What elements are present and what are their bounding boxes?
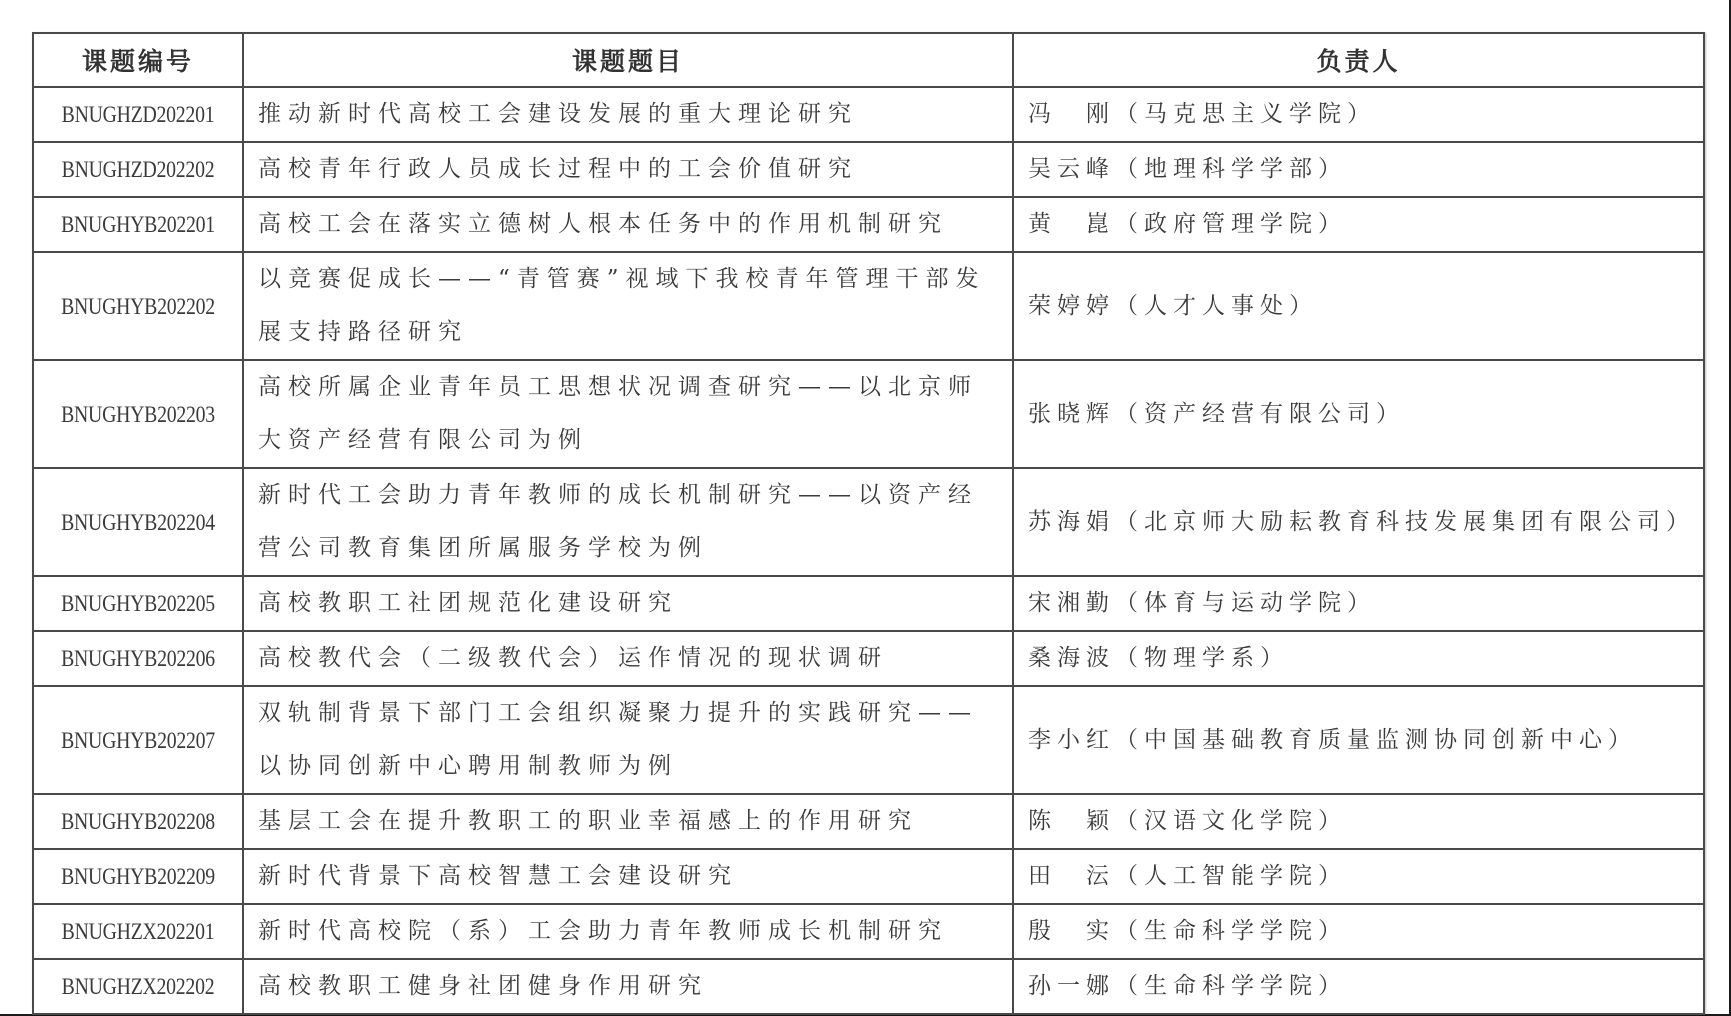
cell-owner: 田 沄（人工智能学院）	[1013, 849, 1704, 904]
cell-code: BNUGHYB202208	[48, 794, 229, 849]
cell-code: BNUGHZD202202	[48, 142, 229, 197]
cell-code: BNUGHZX202202	[48, 959, 229, 1014]
cell-code: BNUGHYB202202	[48, 252, 229, 360]
cell-title: 以竞赛促成长——“青管赛”视域下我校青年管理干部发展支持路径研究	[243, 252, 1013, 360]
research-topics-table	[32, 32, 1705, 1015]
table-row	[33, 849, 1704, 904]
cell-owner: 吴云峰（地理科学学部）	[1013, 142, 1704, 197]
cell-owner: 陈 颖（汉语文化学院）	[1013, 794, 1704, 849]
cell-title: 推动新时代高校工会建设发展的重大理论研究	[243, 87, 1013, 142]
cell-title: 基层工会在提升教职工的职业幸福感上的作用研究	[243, 794, 1013, 849]
cell-title: 新时代背景下高校智慧工会建设研究	[243, 849, 1013, 904]
cell-code: BNUGHYB202201	[48, 197, 229, 252]
table-row	[33, 576, 1704, 631]
cell-code: BNUGHYB202203	[48, 360, 229, 468]
cell-owner: 荣婷婷（人才人事处）	[1013, 252, 1704, 360]
cell-owner: 宋湘勤（体育与运动学院）	[1013, 576, 1704, 631]
cell-code: BNUGHYB202209	[48, 849, 229, 904]
table-row	[33, 904, 1704, 959]
table-row	[33, 794, 1704, 849]
cell-title: 高校青年行政人员成长过程中的工会价值研究	[243, 142, 1013, 197]
cell-title: 新时代工会助力青年教师的成长机制研究——以资产经营公司教育集团所属服务学校为例	[243, 468, 1013, 576]
header-title: 课题题目	[243, 33, 1013, 87]
header-code: 课题编号	[33, 33, 243, 87]
cell-owner: 张晓辉（资产经营有限公司）	[1013, 360, 1704, 468]
cell-owner: 黄 崑（政府管理学院）	[1013, 197, 1704, 252]
cell-title: 高校教职工社团规范化建设研究	[243, 576, 1013, 631]
cell-code: BNUGHZX202201	[48, 904, 229, 959]
cell-code: BNUGHYB202207	[48, 686, 229, 794]
table-body	[33, 87, 1704, 1014]
table-row	[33, 360, 1704, 468]
cell-owner: 殷 实（生命科学学院）	[1013, 904, 1704, 959]
table-row	[33, 631, 1704, 686]
cell-title: 高校工会在落实立德树人根本任务中的作用机制研究	[243, 197, 1013, 252]
cell-code: BNUGHYB202205	[48, 576, 229, 631]
cell-title: 高校教职工健身社团健身作用研究	[243, 959, 1013, 1014]
cell-owner: 孙一娜（生命科学学院）	[1013, 959, 1704, 1014]
header-owner: 负责人	[1013, 33, 1704, 87]
table-row	[33, 468, 1704, 576]
cell-code: BNUGHZD202201	[48, 87, 229, 142]
cell-owner: 冯 刚（马克思主义学院）	[1013, 87, 1704, 142]
table-row	[33, 686, 1704, 794]
table-row	[33, 959, 1704, 1014]
cell-title: 新时代高校院（系）工会助力青年教师成长机制研究	[243, 904, 1013, 959]
cell-title: 高校教代会（二级教代会）运作情况的现状调研	[243, 631, 1013, 686]
cell-owner: 李小红（中国基础教育质量监测协同创新中心）	[1013, 686, 1704, 794]
table-row	[33, 252, 1704, 360]
table-row	[33, 87, 1704, 142]
table-row	[33, 197, 1704, 252]
table-header-row	[33, 33, 1704, 87]
cell-code: BNUGHYB202206	[48, 631, 229, 686]
cell-owner: 桑海波（物理学系）	[1013, 631, 1704, 686]
cell-title: 双轨制背景下部门工会组织凝聚力提升的实践研究——以协同创新中心聘用制教师为例	[243, 686, 1013, 794]
cell-code: BNUGHYB202204	[48, 468, 229, 576]
table-row	[33, 142, 1704, 197]
cell-title: 高校所属企业青年员工思想状况调查研究——以北京师大资产经营有限公司为例	[243, 360, 1013, 468]
cell-owner: 苏海娟（北京师大励耘教育科技发展集团有限公司）	[1013, 468, 1704, 576]
